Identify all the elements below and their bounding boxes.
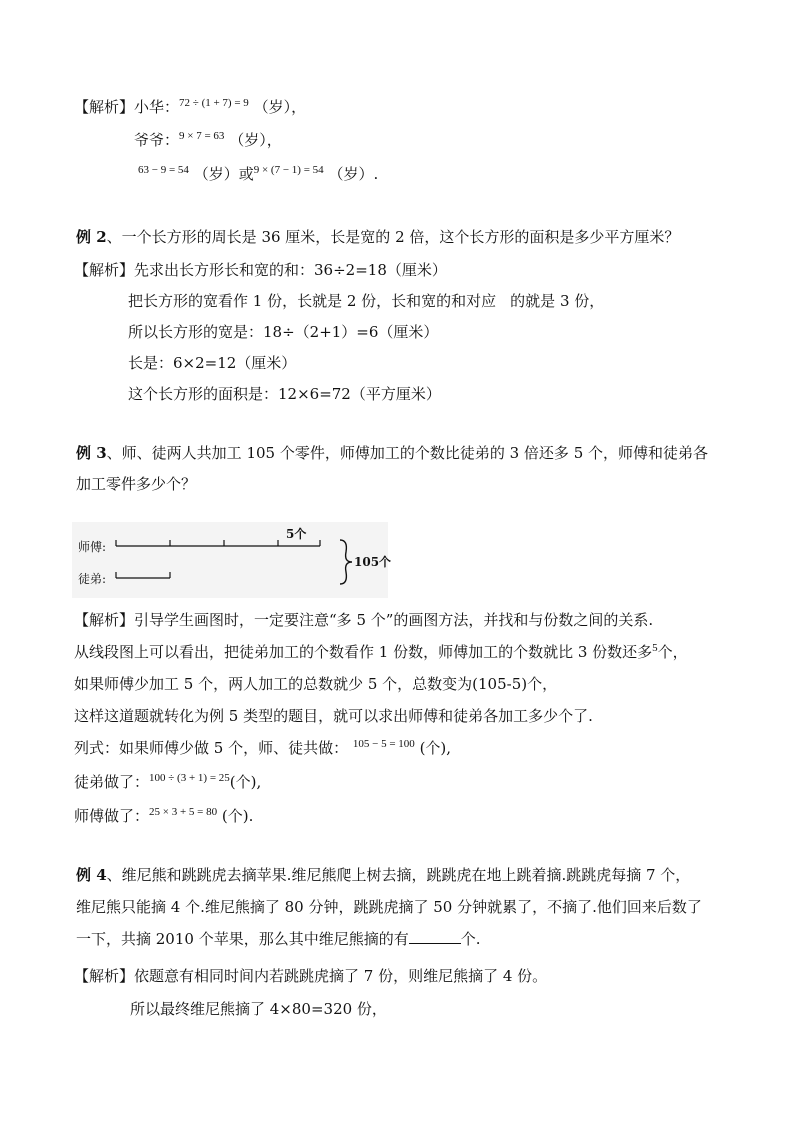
example-3-analysis-2 bbox=[74, 642, 688, 664]
apprentice-label: 徒弟: bbox=[78, 572, 107, 586]
example-3-question-2: 加工零件多少个？ bbox=[76, 475, 197, 493]
text: 小华： bbox=[134, 98, 180, 116]
question-text: 、一个长方形的周长是 36 厘米，长是宽的 2 倍，这个长方形的面积是多少平方厘米？ bbox=[106, 228, 680, 246]
example-2-analysis-4: 长是：6×2=12（厘米） bbox=[128, 354, 297, 372]
example-3-analysis-3: 如果师傅少加工 5 个，两人加工的总数就少 5 个，总数变为(105-5)个， bbox=[74, 675, 558, 693]
example-2-analysis-3: 所以长方形的宽是：18÷（2+1）=6（厘米） bbox=[128, 323, 439, 341]
example-3-analysis-1 bbox=[74, 610, 653, 630]
analysis-line-3 bbox=[138, 164, 378, 186]
total-label: 105个 bbox=[354, 555, 392, 569]
example-label: 例 2 bbox=[76, 228, 107, 246]
text: 依题意有相同时间内若跳跳虎摘了 7 份，则维尼熊摘了 4 份。 bbox=[134, 967, 548, 985]
text: 的就是 3 份， bbox=[510, 292, 605, 310]
formula: 25 × 3 + 5 = 80 bbox=[149, 806, 218, 818]
text: 列式：如果师傅少做 5 个，师、徒共做： bbox=[74, 739, 349, 757]
formula: 9 × (7 − 1) = 54 bbox=[253, 164, 324, 176]
example-2-question bbox=[76, 227, 679, 247]
text: 把长方形的宽看作 1 份，长就是 2 份，长和宽的和对应 bbox=[128, 292, 497, 310]
segment-diagram bbox=[72, 522, 392, 598]
text: 从线段图上可以看出，把徒弟加工的个数看作 1 份数，师傅加工的个数就比 3 份数还多 bbox=[74, 643, 653, 661]
text: 爷爷： bbox=[134, 131, 180, 149]
formula: 72 ÷ (1 + 7) = 9 bbox=[179, 97, 249, 109]
example-4-question-2: 维尼熊只能摘 4 个.维尼熊摘了 80 分钟，跳跳虎摘了 50 分钟就累了，不摘了.他们回来后数了 bbox=[76, 898, 702, 916]
analysis-tag: 【解析】 bbox=[74, 967, 135, 985]
example-3-analysis-7 bbox=[74, 806, 253, 828]
text: （岁）， bbox=[229, 131, 282, 149]
text: 徒弟做了： bbox=[74, 773, 150, 791]
example-4-question-3 bbox=[76, 929, 481, 949]
example-3-analysis-6 bbox=[74, 772, 261, 794]
formula: 63 − 9 = 54 bbox=[138, 164, 189, 176]
text: 个， bbox=[657, 643, 688, 661]
example-label: 例 4 bbox=[76, 866, 107, 884]
text: 师傅做了： bbox=[74, 807, 150, 825]
analysis-line-2 bbox=[134, 130, 282, 152]
formula: 105 − 5 = 100 bbox=[352, 738, 415, 750]
example-4-analysis-1 bbox=[74, 966, 547, 986]
text: 个. bbox=[460, 930, 481, 948]
example-3-analysis-4: 这样这道题就转化为例 5 类型的题目，就可以求出师傅和徒弟各加工多少个了. bbox=[74, 707, 593, 725]
question-text: 、师、徒两人共加工 105 个零件，师傅加工的个数比徒弟的 3 倍还多 5 个，师傅和徒弟各 bbox=[106, 444, 709, 462]
answer-blank[interactable] bbox=[409, 929, 461, 944]
text: （岁）， bbox=[253, 98, 307, 116]
text: （岁）或 bbox=[193, 165, 254, 183]
example-label: 例 3 bbox=[76, 444, 107, 462]
example-3-analysis-5 bbox=[74, 738, 451, 760]
total-brace bbox=[340, 540, 352, 584]
formula: 5 bbox=[652, 642, 658, 654]
formula: 9 × 7 = 63 bbox=[179, 130, 225, 142]
question-text: 、维尼熊和跳跳虎去摘苹果.维尼熊爬上树去摘，跳跳虎在地上跳着摘.跳跳虎每摘 7 个， bbox=[106, 866, 691, 884]
example-4-question-1 bbox=[76, 865, 690, 885]
analysis-tag: 【解析】 bbox=[74, 611, 135, 629]
analysis-tag: 【解析】 bbox=[74, 98, 135, 116]
example-2-analysis-1 bbox=[74, 260, 447, 280]
text: (个). bbox=[221, 807, 254, 825]
analysis-line-1 bbox=[74, 97, 306, 119]
example-4-analysis-2: 所以最终维尼熊摘了 4×80=320 份， bbox=[130, 1000, 387, 1018]
example-2-analysis-2 bbox=[128, 291, 604, 311]
master-label: 师傅: bbox=[78, 540, 107, 554]
text: 一下，共摘 2010 个苹果，那么其中维尼熊摘的有 bbox=[76, 930, 409, 948]
extra-label: 5个 bbox=[286, 527, 307, 541]
text: 先求出长方形长和宽的和：36÷2=18（厘米） bbox=[134, 261, 447, 279]
text: (个), bbox=[419, 739, 452, 757]
example-3-question-1 bbox=[76, 443, 708, 463]
text: 引导学生画图时，一定要注意“多 5 个”的画图方法，并找和与份数之间的关系. bbox=[134, 611, 654, 629]
analysis-tag: 【解析】 bbox=[74, 261, 135, 279]
example-2-analysis-5: 这个长方形的面积是：12×6=72（平方厘米） bbox=[128, 385, 441, 403]
segment-diagram-svg bbox=[72, 522, 388, 598]
text: (个), bbox=[229, 773, 262, 791]
text: （岁）. bbox=[328, 165, 379, 183]
formula: 100 ÷ (3 + 1) = 25 bbox=[149, 772, 230, 784]
